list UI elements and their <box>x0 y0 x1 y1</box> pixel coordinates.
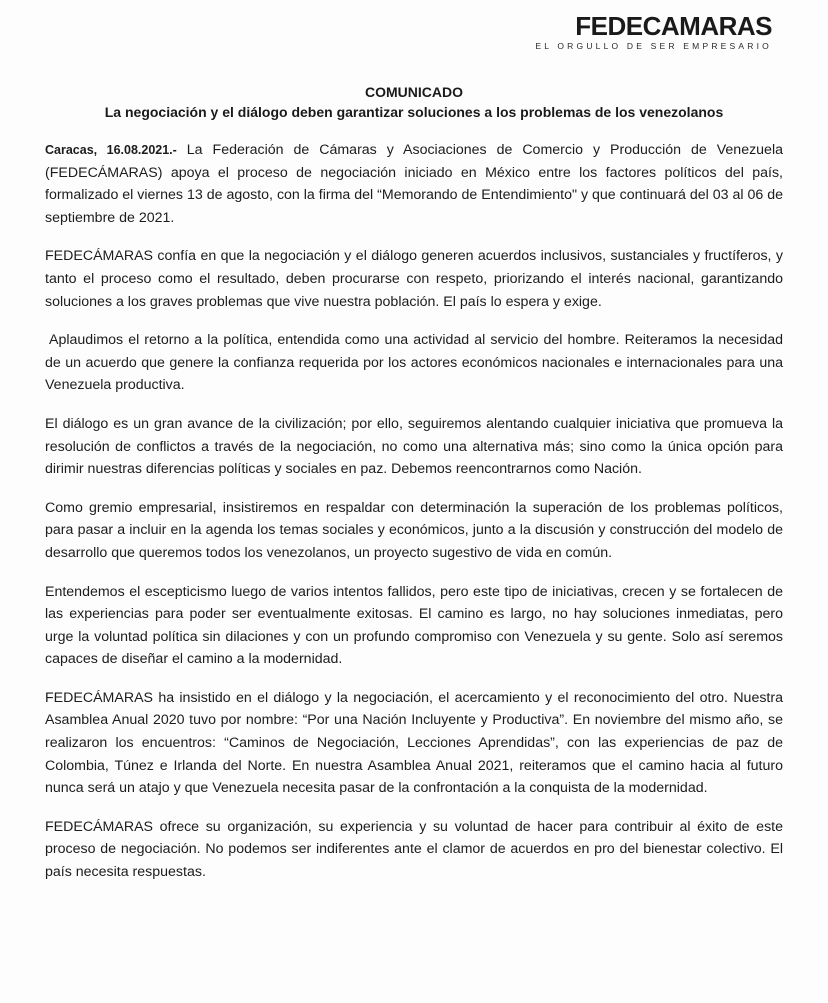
paragraph-3: Aplaudimos el retorno a la política, entendida como una actividad al servicio del hombre. Reiteramos la necesidad de un acuerdo que genere la confianza requerida por los actores económicos nacionales e internacionales para una Venezuela productiva. <box>45 332 783 394</box>
paragraph-4: El diálogo es un gran avance de la civilización; por ello, seguiremos alentando cualquier iniciativa que promueva la resolución de conflictos a través de la negociación, no como una alternativa más; sino como la única opción para dirimir nuestras diferencias políticas y sociales en paz. Debemos reencontrarnos como Nación. <box>45 415 783 478</box>
document-body <box>45 139 783 900</box>
paragraph-1 <box>45 139 783 229</box>
document-title: COMUNICADO <box>365 84 463 100</box>
document-heading <box>45 82 783 122</box>
dateline: Caracas, 16.08.2021.- <box>45 143 177 157</box>
fedecamaras-logo <box>535 12 772 52</box>
paragraph-8: FEDECÁMARAS ofrece su organización, su experiencia y su voluntad de hacer para contribuir al éxito de este proceso de negociación. No podemos ser indiferentes ante el clamor de acuerdos en pro del bienestar colectivo. El país necesita respuestas. <box>45 818 783 881</box>
document-subtitle: La negociación y el diálogo deben garantizar soluciones a los problemas de los venezolanos <box>104 104 724 120</box>
paragraph-2: FEDECÁMARAS confía en que la negociación y el diálogo generen acuerdos inclusivos, sustanciales y fructíferos, y tanto el proceso como el resultado, deben procurarse con respeto, priorizando el interés nacional, garantizando soluciones a los graves problemas que vive nuestra población. El país lo espera y exige. <box>45 248 783 310</box>
paragraph-1-text: La Federación de Cámaras y Asociaciones de Comercio y Producción de Venezuela (FEDECÁMARAS) apoya el proceso de negociación iniciado en México entre los factores políticos del país, formalizado el viernes 13 de agosto, con la firma del “Memorando de Entendimiento" y que continuará del 03 al 06 de septiembre de 2021. <box>45 142 783 226</box>
logo-name: FEDECAMARAS <box>575 11 772 41</box>
paragraph-6: Entendemos el escepticismo luego de varios intentos fallidos, pero este tipo de iniciativas, crecen y se fortalecen de las experiencias para poder ser eventualmente exitosas. El camino es largo, no hay soluciones inmediatas, pero urge la voluntad política sin dilaciones y con un profundo compromiso con Venezuela y su gente. Solo así seremos capaces de diseñar el camino a la modernidad. <box>45 583 783 668</box>
paragraph-7: FEDECÁMARAS ha insistido en el diálogo y la negociación, el acercamiento y el reconocimiento del otro. Nuestra Asamblea Anual 2020 tuvo por nombre: “Por una Nación Incluyente y Productiva”. En noviembre del mismo año, se realizaron los encuentros: “Caminos de Negociación, Lecciones Aprendidas”, con las experiencias de paz de Colombia, Túnez e Irlanda del Norte. En nuestra Asamblea Anual 2021, reiteramos que el camino hacia al futuro nunca será un atajo y que Venezuela necesita pasar de la confrontación a la conquista de la modernidad. <box>45 689 783 797</box>
paragraph-5: Como gremio empresarial, insistiremos en respaldar con determinación la superación de los problemas políticos, para pasar a incluir en la agenda los temas sociales y económicos, junto a la discusión y construcción del modelo de desarrollo que queremos todos los venezolanos, un proyecto sugestivo de vida en común. <box>45 499 783 561</box>
logo-tagline: EL ORGULLO DE SER EMPRESARIO <box>535 41 772 51</box>
